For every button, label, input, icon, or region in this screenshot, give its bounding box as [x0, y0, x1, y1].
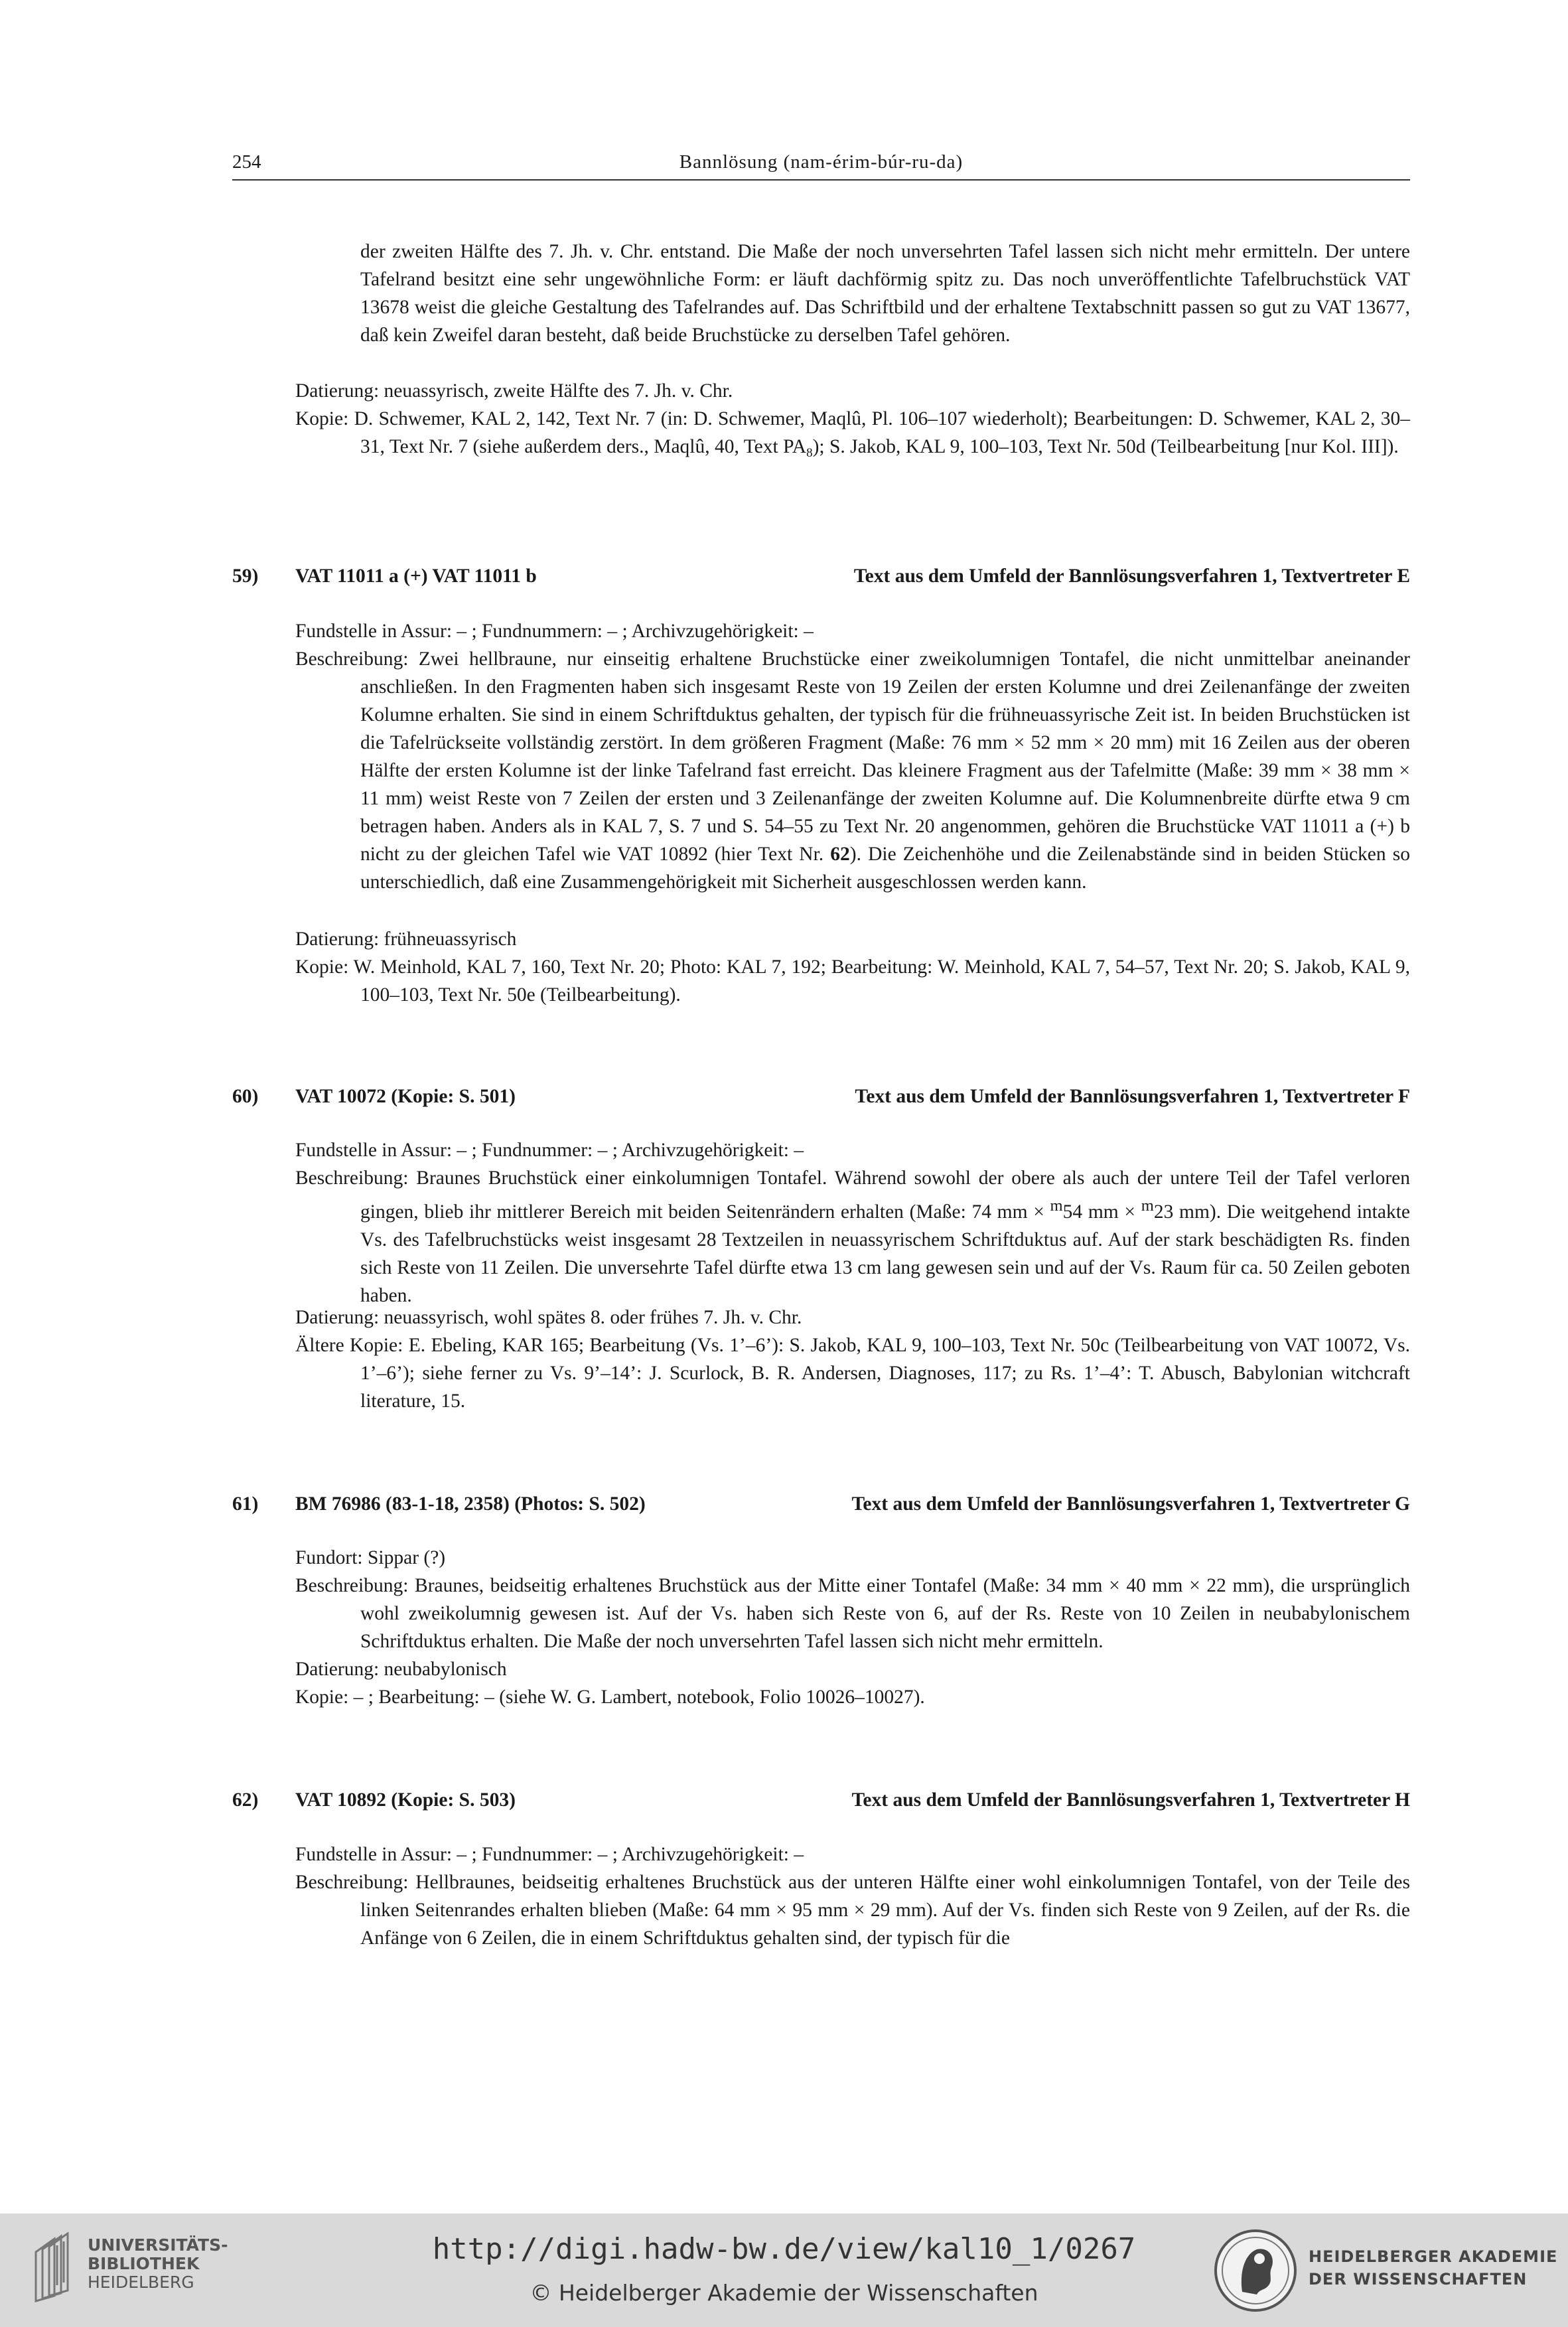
entry-fundstelle: Fundort: Sippar (?) [295, 1547, 446, 1568]
subscript: 8 [806, 446, 813, 460]
entry-heading [232, 565, 1410, 593]
entry-signature: VAT 10072 (Kopie: S. 501) [295, 1086, 516, 1107]
running-title: Bannlösung (nam-érim-búr-ru-da) [679, 151, 963, 173]
entry-fundstelle: Fundstelle in Assur: – ; Fundnummer: – ; Archivzugehörigkeit: – [295, 1140, 804, 1161]
entry-dating: Datierung: neuassyrisch, wohl spätes 8. oder frühes 7. Jh. v. Chr. [295, 1307, 802, 1328]
entry-kopie: Ältere Kopie: E. Ebeling, KAR 165; Bearbeitung (Vs. 1’–6’): S. Jakob, KAL 9, 100–103, Text Nr. 50c (Teilbearbeitung von VAT 10072, Vs. 1’–6’); siehe ferner zu Vs. 9’–14’: J. Scurlock, B. R. Andersen, Diagnoses, 117; zu Rs. 1’–4’: T. Abusch, Babylonian witchcraft literature, 15. [295, 1335, 1410, 1412]
entry-signature: BM 76986 (83-1-18, 2358) (Photos: S. 502) [295, 1493, 646, 1515]
entry-dating: Datierung: frühneuassyrisch [295, 929, 517, 950]
entry-heading [232, 1789, 1410, 1817]
entry-number: 60) [232, 1086, 259, 1107]
entry-classification: Text aus dem Umfeld der Bannlösungsverfahren 1, Textvertreter F [855, 1086, 1410, 1107]
entry-number: 61) [232, 1493, 259, 1515]
entry-heading [232, 1493, 1410, 1521]
library-name: UNIVERSITÄTS- BIBLIOTHEK HEIDELBERG [88, 2235, 228, 2292]
page-number: 254 [232, 151, 261, 173]
intro-description-continuation: der zweiten Hälfte des 7. Jh. v. Chr. entstand. Die Maße der noch unversehrten Tafel lassen sich nicht mehr ermitteln. Der untere Tafelrand besitzt eine sehr ungewöhnliche Form: er läuft dachförmig spitz zu. Das noch unveröffentlichte Tafelbruchstück VAT 13678 weist die gleiche Gestaltung des Tafelrandes auf. Das Schriftbild und der erhaltene Textabschnitt passen so gut zu VAT 13677, daß kein Zweifel daran besteht, daß beide Bruchstücke zu derselben Tafel gehören. [360, 241, 1410, 346]
academy-seal-icon [1213, 2228, 1298, 2313]
entry-classification: Text aus dem Umfeld der Bannlösungsverfahren 1, Textvertreter E [853, 565, 1410, 587]
academy-name: HEIDELBERGER AKADEMIE DER WISSENSCHAFTEN [1309, 2247, 1558, 2289]
intro-kopie: Kopie: D. Schwemer, KAL 2, 142, Text Nr. 7 (in: D. Schwemer, Maqlû, Pl. 106–107 wiederholt); Bearbeitungen: D. Schwemer, KAL 2, 30–31, Text Nr. 7 (siehe außerdem ders., Maqlû, 40, Text $PA_8$); S. Jakob, KAL 9, 100–103, Text Nr. 50d (Teilbearbeitung [nur Kol. III]). [295, 408, 1410, 460]
entry-classification: Text aus dem Umfeld der Bannlösungsverfahren 1, Textvertreter H [851, 1789, 1410, 1811]
entry-heading [232, 1086, 1410, 1114]
entry-number: 62) [232, 1789, 259, 1811]
entry-beschreibung: Beschreibung: Zwei hellbraune, nur einseitig erhaltene Bruchstücke einer zweikolumnigen Tontafel, die nicht unmittelbar aneinander anschließen. In den Fragmenten haben sich insgesamt Reste von 19 Zeilen der ersten Kolumne und drei Zeilenanfänge der zweiten Kolumne erhalten. Sie sind in einem Schriftduktus gehalten, der typisch für die frühneuassyrische Zeit ist. In beiden Bruchstücken ist die Tafelrückseite vollständig zerstört. In dem größeren Fragment (Maße: 76 mm × 52 mm × 20 mm) mit 16 Zeilen aus der oberen Hälfte der ersten Kolumne ist der linke Tafelrand fast erreicht. Das kleinere Fragment aus der Tafelmitte (Maße: 39 mm × 38 mm × 11 mm) weist Reste von 7 Zeilen der ersten und 3 Zeilenanfänge der zweiten Kolumne auf. Die Kolumnenbreite dürfte etwa 9 cm betragen haben. Anders als in KAL 7, S. 7 und S. 54–55 zu Text Nr. 20 angenommen, gehören die Bruchstücke VAT 11011 a (+) b nicht zu der gleichen Tafel wie VAT 10892 (hier Text Nr. 62). Die Zeichenhöhe und die Zeilenabstände sind in beiden Stücken so unterschiedlich, daß eine Zusammengehörigkeit mit Sicherheit ausgeschlossen werden kann. [295, 648, 1410, 893]
entry-kopie: Kopie: – ; Bearbeitung: – (siehe W. G. Lambert, notebook, Folio 10026–10027). [295, 1687, 925, 1708]
copyright-notice: © Heidelberger Akademie der Wissenschaften [530, 2280, 1038, 2306]
running-header [232, 149, 1410, 181]
entry-signature: VAT 10892 (Kopie: S. 503) [295, 1789, 516, 1811]
entry-fundstelle: Fundstelle in Assur: – ; Fundnummern: – ; Archivzugehörigkeit: – [295, 621, 814, 642]
entry-dating: Datierung: neubabylonisch [295, 1659, 507, 1680]
intro-dating: Datierung: neuassyrisch, zweite Hälfte des 7. Jh. v. Chr. [295, 380, 733, 402]
entry-beschreibung: Beschreibung: Braunes, beidseitig erhaltenes Bruchstück aus der Mitte einer Tontafel (Maße: 34 mm × 40 mm × 22 mm), die ursprünglich wohl zweikolumnig gewesen ist. Auf der Vs. haben sich Reste von 6, auf der Rs. Reste von 10 Zeilen in neubabylonischem Schriftduktus erhalten. Die Maße der noch unversehrten Tafel lassen sich nicht mehr ermitteln. [295, 1575, 1410, 1652]
entry-number: 59) [232, 565, 259, 587]
entry-signature: VAT 11011 a (+) VAT 11011 b [295, 565, 537, 587]
permalink-url[interactable]: http://digi.hadw-bw.de/view/kal10_1/0267 [432, 2232, 1136, 2266]
entry-beschreibung: Beschreibung: Braunes Bruchstück einer einkolumnigen Tontafel. Während sowohl der obere als auch der untere Teil der Tafel verloren gingen, blieb ihr mittlerer Bereich mit beiden Seitenrändern erhalten (Maße: 74 mm × $^m$54 mm × $^m$23 mm). Die weitgehend intakte Vs. des Tafelbruchstücks weist insgesamt 28 Textzeilen in neuassyrischem Schriftduktus auf. Auf der stark beschädigten Rs. finden sich Reste von 11 Zeilen. Die unversehrte Tafel dürfte etwa 13 cm lang gewesen sein und auf der Vs. Raum für ca. 50 Zeilen geboten haben. [295, 1167, 1411, 1306]
footer-band [0, 2214, 1568, 2327]
entry-classification: Text aus dem Umfeld der Bannlösungsverfahren 1, Textvertreter G [851, 1493, 1410, 1515]
entry-beschreibung: Beschreibung: Hellbraunes, beidseitig erhaltenes Bruchstück aus der unteren Hälfte einer wohl einkolumnigen Tontafel, von der Teile des linken Seitenrandes erhalten blieben (Maße: 64 mm × 95 mm × 29 mm). Auf der Vs. finden sich Reste von 9 Zeilen, auf der Rs. die Anfänge von 6 Zeilen, die in einem Schriftduktus gehalten sind, der typisch für die [295, 1872, 1410, 1949]
entry-fundstelle: Fundstelle in Assur: – ; Fundnummer: – ; Archivzugehörigkeit: – [295, 1844, 804, 1865]
entry-kopie: Kopie: W. Meinhold, KAL 7, 160, Text Nr. 20; Photo: KAL 7, 192; Bearbeitung: W. Meinhold, KAL 7, 54–57, Text Nr. 20; S. Jakob, KAL 9, 100–103, Text Nr. 50e (Teilbearbeitung). [295, 956, 1410, 1006]
